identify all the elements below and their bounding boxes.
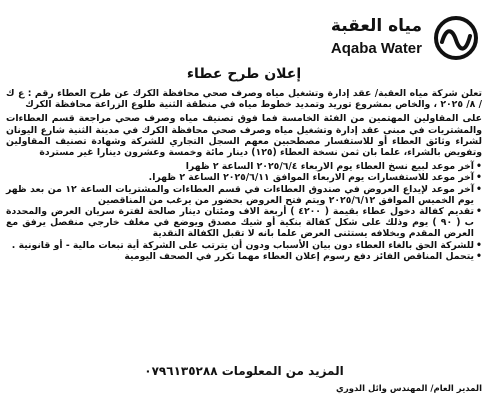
logo-english-text: Aqaba Water	[330, 40, 422, 57]
list-item: • آخر موعد للاستفسارات يوم الاربعاء الموافق ٢٠٢٥/٦/١١ الساعة ٢ ظهرا.	[6, 172, 482, 183]
requirements-paragraph: على المقاولين المهتمين من الفئة الخامسة فما فوق تصنيف مياه وصرف صحي مراجعة قسم العطاءات والمشتريات في مبنى عقد إدارة وتشغيل مياه وصرف صحي محافظة الكرك في مدينة الثنية شارع اليونان لشراء وثائق العطاء أو للاستفسار مصطحبين معهم السجل التجاري للشركة وشهادة تصنيف المقاولين وتفويض بالشراء، علما بان ثمن نسخة العطاء (١٢٥) دينار مائة وخمسة وعشرون دينارا غير مستردة	[6, 113, 482, 159]
list-item: • للشركة الحق بالغاء العطاء دون بيان الأسباب ودون أن يترتب على الشركة أية تبعات مالية - أو قانونية .	[6, 240, 482, 251]
announcement-body	[6, 88, 482, 262]
details-list	[6, 161, 482, 262]
list-item: • آخر موعد لإيداع العروض في صندوق العطاءات في قسم العطاءات والمشتريات الساعة ١٢ من بعد ظهر يوم الخميس الموافق ٢٠٢٥/٦/١٢ ويتم فتح العروض بحضور من يرغب من المناقصين	[6, 184, 482, 206]
aqaba-water-logo-icon	[434, 16, 478, 60]
logo-arabic-text: مياه العقبة	[330, 16, 422, 36]
company-logo	[322, 14, 482, 64]
list-item: • يتحمل المناقص الفائز دفع رسوم إعلان العطاء مهما تكرر في الصحف اليومية	[6, 251, 482, 262]
intro-paragraph: تعلن شركة مياه العقبة/ عقد إدارة وتشغيل مياه وصرف صحي محافظة الكرك عن طرح العطاء رقم : ع ك / ٨/ ٢٠٢٥ ، والخاص بمشروع توريد وتمديد خطوط مياه في منطقة الثنية طلوع الزراعة محافظة الكرك	[6, 88, 482, 111]
contact-info: المزيد من المعلومات ٠٧٩٦١٣٥٢٨٨	[144, 364, 344, 378]
page-title: إعلان طرح عطاء	[186, 66, 302, 82]
list-item: • آخر موعد لبيع نسخ العطاء يوم الاربعاء ٢٠٢٥/٦/٤ الساعة ٢ ظهرا	[6, 161, 482, 172]
signature: المدير العام/ المهندس وائل الدوري	[336, 384, 482, 394]
list-item: • تقديم كفالة دخول عطاء بقيمة ( ٤٢٠٠ ) أربعة الاف ومئتان دينار صالحة لفترة سريان العرض والمحددة ب ( ٩٠ ) يوم وذلك على شكل كفالة بنكية أو شيك مصدق ويوضع في مغلف خارجي منفصل يرفق مع العرض المقدم وبخلافه يستثنى العرض علما بانه لا تقبل الكفالة النقدية	[6, 206, 482, 240]
